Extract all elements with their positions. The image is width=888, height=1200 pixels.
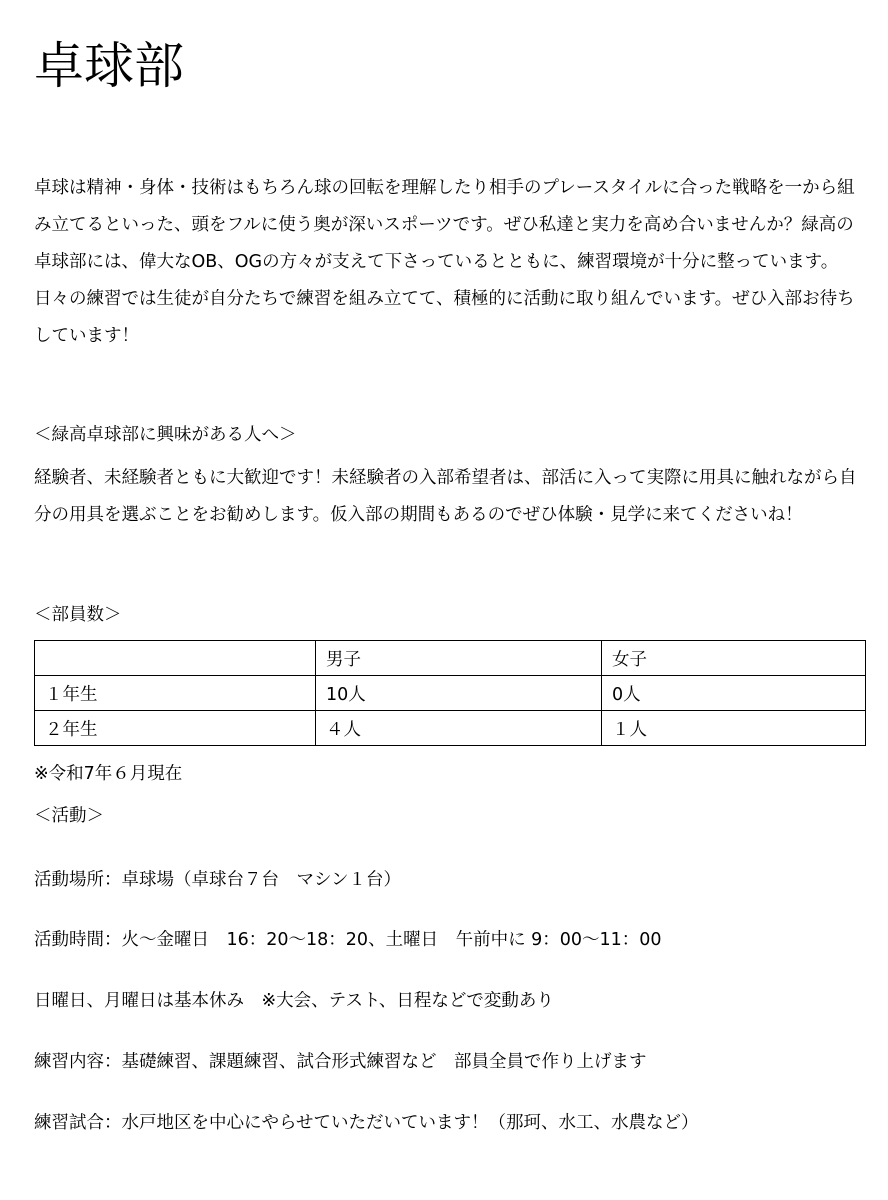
intro-paragraph: 卓球は精神・身体・技術はもちろん球の回転を理解したり相手のプレースタイルに合った戦略を一から組み立てるといった、頭をフルに使う奥が深いスポーツです。ぜひ私達と実力を高め合いませんか？緑高の卓球部には、偉大なOB、OGの方々が支えて下さっているとともに、練習環境が十分に整っています。日々の練習では生徒が自分たちで練習を組み立てて、積極的に活動に取り組んでいます。ぜひ入部お待ちしています！: [34, 178, 855, 346]
members-heading: ＜部員数＞: [34, 605, 122, 625]
activity-practice: 練習内容：基礎練習、課題練習、試合形式練習など 部員全員で作り上げます: [34, 1052, 647, 1072]
members-table: [34, 640, 866, 746]
table-row: [35, 676, 866, 711]
page-title: 卓球部: [34, 37, 184, 95]
activity-place: 活動場所：卓球場（卓球台７台 マシン１台）: [34, 870, 402, 890]
table-header-row: [35, 641, 866, 676]
activity-matches: 練習試合：水戸地区を中心にやらせていただいています！（那珂、水工、水農など）: [34, 1113, 699, 1133]
table-cell: ４人: [316, 711, 602, 746]
interest-heading: ＜緑高卓球部に興味がある人へ＞: [34, 425, 297, 445]
table-cell: １人: [602, 711, 866, 746]
table-cell: ２年生: [35, 711, 316, 746]
table-cell: [35, 641, 316, 676]
activity-heading: ＜活動＞: [34, 806, 104, 826]
table-row: [35, 711, 866, 746]
table-cell: 10人: [316, 676, 602, 711]
members-note: ※令和7年６月現在: [34, 764, 183, 784]
table-cell: 男子: [316, 641, 602, 676]
table-cell: 0人: [602, 676, 866, 711]
interest-paragraph: 経験者、未経験者ともに大歓迎です！未経験者の入部希望者は、部活に入って実際に用具に触れながら自分の用具を選ぶことをお勧めします。仮入部の期間もあるのでぜひ体験・見学に来てくださいね！: [34, 468, 857, 525]
table-cell: １年生: [35, 676, 316, 711]
activity-holidays: 日曜日、月曜日は基本休み ※大会、テスト、日程などで変動あり: [34, 991, 554, 1011]
table-cell: 女子: [602, 641, 866, 676]
activity-time: 活動時間：火～金曜日 16：20～18：20、土曜日 午前中に 9：00～11：00: [34, 930, 662, 950]
